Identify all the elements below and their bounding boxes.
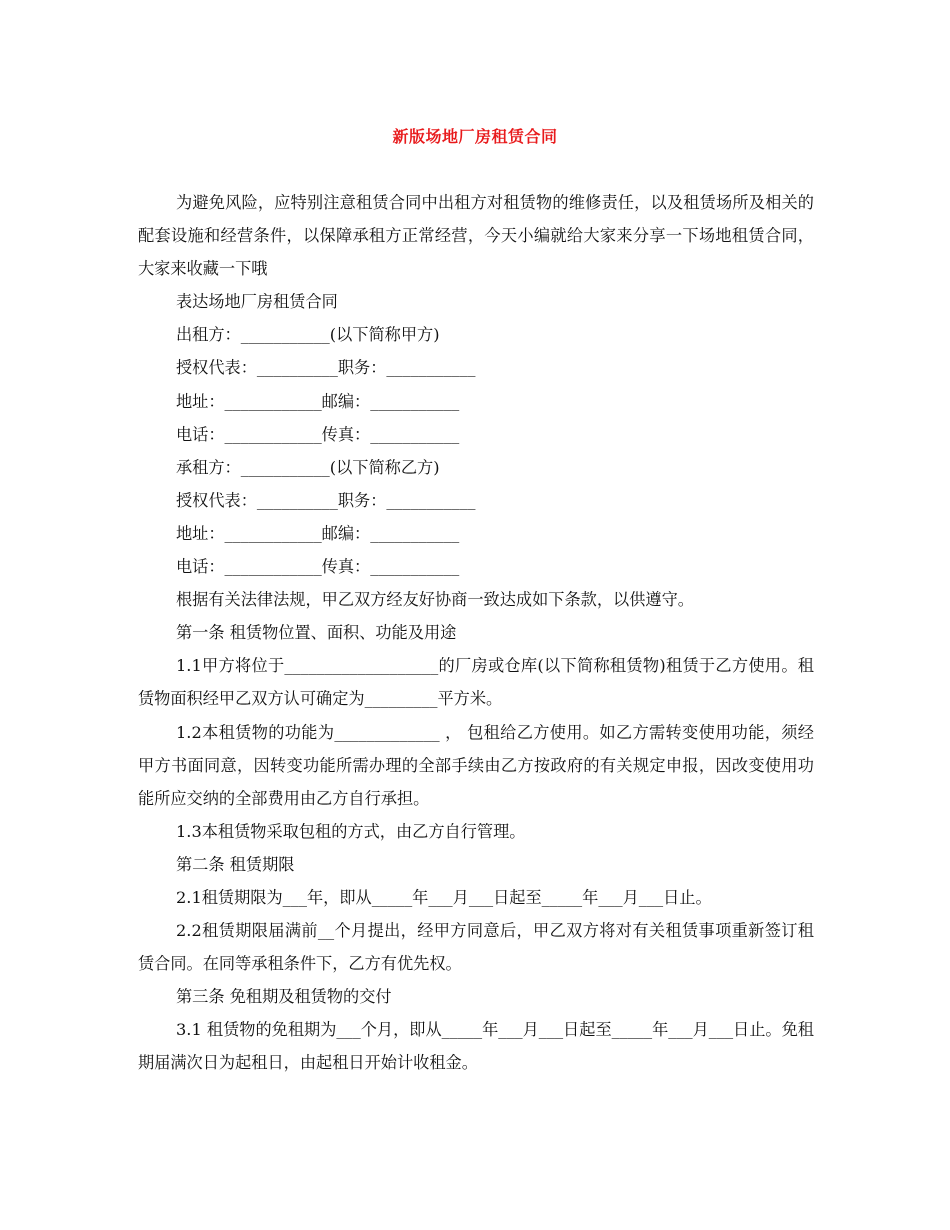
- clause-1-2: 1.2本租赁物的功能为_____________ ， 包租给乙方使用。如乙方需转变使用功能，须经甲方书面同意，因转变功能所需办理的全部手续由乙方按政府的有关规定申报，因改变使用功能所应交纳的全部费用由乙方自行承担。: [138, 722, 814, 808]
- article-1-heading: 第一条 租赁物位置、面积、功能及用途: [176, 623, 457, 643]
- lessee-address-line: 地址：____________邮编：___________: [176, 523, 460, 543]
- lessee-phone-line: 电话：____________传真：___________: [176, 557, 460, 577]
- lessor-representative-line: 授权代表：__________职务：___________: [176, 358, 476, 378]
- page-title: 新版场地厂房租赁合同: [392, 127, 558, 146]
- preamble-paragraph: 根据有关法律法规，甲乙双方经友好协商一致达成如下条款，以供遵守。: [176, 590, 694, 610]
- intro-paragraph-1: 为避免风险，应特别注意租赁合同中出租方对租赁物的维修责任，以及租赁场所及相关的配套设施和经营条件，以保障承租方正常经营，今天小编就给大家来分享一下场地租赁合同，大家来收藏一下哦: [138, 193, 814, 279]
- clause-2-1: 2.1租赁期限为___年，即从_____年___月___日起至_____年___月___日止。: [176, 887, 712, 907]
- document-body: [138, 186, 814, 1080]
- clause-1-3: 1.3本租赁物采取包租的方式，由乙方自行管理。: [176, 821, 526, 841]
- clause-2-2: 2.2租赁期限届满前__个月提出，经甲方同意后，甲乙双方将对有关租赁事项重新签订租赁合同。在同等承租条件下，乙方有优先权。: [138, 921, 814, 974]
- article-2-heading: 第二条 租赁期限: [176, 854, 295, 874]
- lessee-representative-line: 授权代表：__________职务：___________: [176, 490, 476, 510]
- clause-3-1: 3.1 租赁物的免租期为___个月，即从_____年___月___日起至_____年___月___日止。免租期届满次日为起租日，由起租日开始计收租金。: [138, 1020, 814, 1073]
- clause-1-1: 1.1甲方将位于___________________的厂房或仓库(以下简称租赁物)租赁于乙方使用。租赁物面积经甲乙双方认可确定为_________平方米。: [138, 656, 814, 709]
- lessor-phone-line: 电话：____________传真：___________: [176, 424, 460, 444]
- article-3-heading: 第三条 免租期及租赁物的交付: [176, 987, 392, 1007]
- contract-heading: 表达场地厂房租赁合同: [176, 292, 338, 312]
- lessor-address-line: 地址：____________邮编：___________: [176, 391, 460, 411]
- lessee-line: 承租方：___________(以下简称乙方): [176, 457, 440, 477]
- lessor-line: 出租方：___________(以下简称甲方): [176, 325, 440, 345]
